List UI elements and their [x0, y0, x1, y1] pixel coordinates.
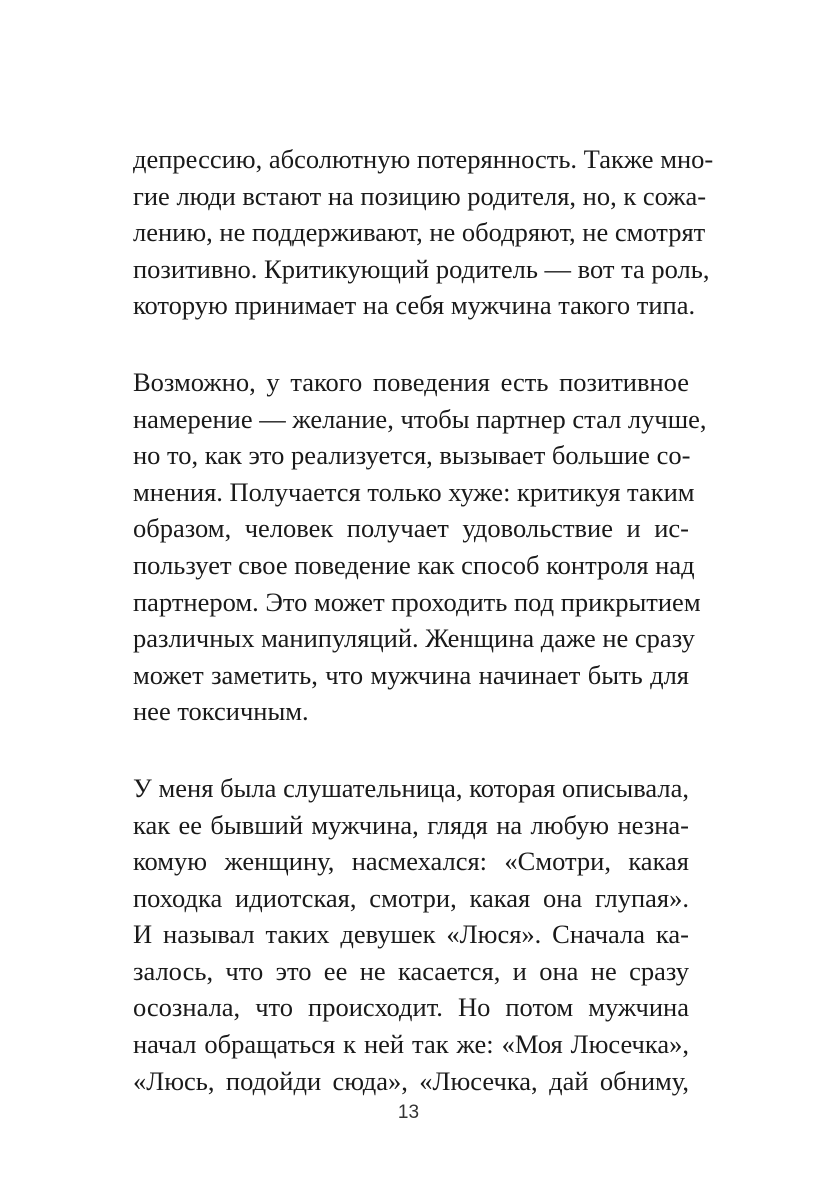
text-line: образом, человек получает удовольствие и ис-: [133, 513, 689, 544]
text-line: походка идиотская, смотри, какая она глупая».: [133, 882, 689, 913]
text-line: намерение — желание, чтобы партнер стал лучше,: [133, 403, 707, 434]
text-line: позитивно. Критикующий родитель — вот та роль,: [133, 253, 710, 284]
text-line: комую женщину, насмехался: «Смотри, какая: [133, 846, 689, 877]
paragraph-3: [133, 770, 689, 1099]
paragraph-1: [133, 141, 714, 324]
text-line: но то, как это реализуется, вызывает большие со-: [133, 440, 691, 471]
text-line: лению, не поддерживают, не ободряют, не смотрят: [133, 217, 706, 248]
text-line: Возможно, у такого поведения есть позитивное: [133, 366, 689, 397]
text-line: И называл таких девушек «Люся». Сначала ка-: [133, 919, 689, 950]
text-line: партнером. Это может проходить под прикрытием: [133, 586, 701, 617]
page-number: 13: [397, 1102, 420, 1123]
text-line: может заметить, что мужчина начинает быть для: [133, 659, 689, 690]
text-line: мнения. Получается только хуже: критикуя таким: [133, 476, 695, 507]
paragraph-2: [133, 364, 707, 730]
body-text: [133, 141, 714, 1139]
text-line: У меня была слушательница, которая описывала,: [133, 772, 689, 803]
text-line: различных манипуляций. Женщина даже не сразу: [133, 623, 695, 654]
text-line: «Люсь, подойди сюда», «Люсечка, дай обниму,: [133, 1065, 689, 1096]
text-line: нее токсичным.: [133, 696, 309, 727]
text-line: депрессию, абсолютную потерянность. Также мно-: [133, 144, 714, 174]
text-line: как ее бывший мужчина, глядя на любую незна-: [133, 809, 689, 840]
text-line: пользует свое поведение как способ контроля над: [133, 549, 695, 580]
text-line: начал обращаться к ней так же: «Моя Люсечка»,: [133, 1029, 689, 1060]
text-line: залось, что это ее не касается, и она не сразу: [133, 955, 689, 986]
text-line: которую принимает на себя мужчина такого типа.: [133, 290, 696, 321]
text-line: осознала, что происходит. Но потом мужчина: [133, 992, 689, 1023]
text-line: гие люди встают на позицию родителя, но, к сожа-: [133, 180, 707, 211]
